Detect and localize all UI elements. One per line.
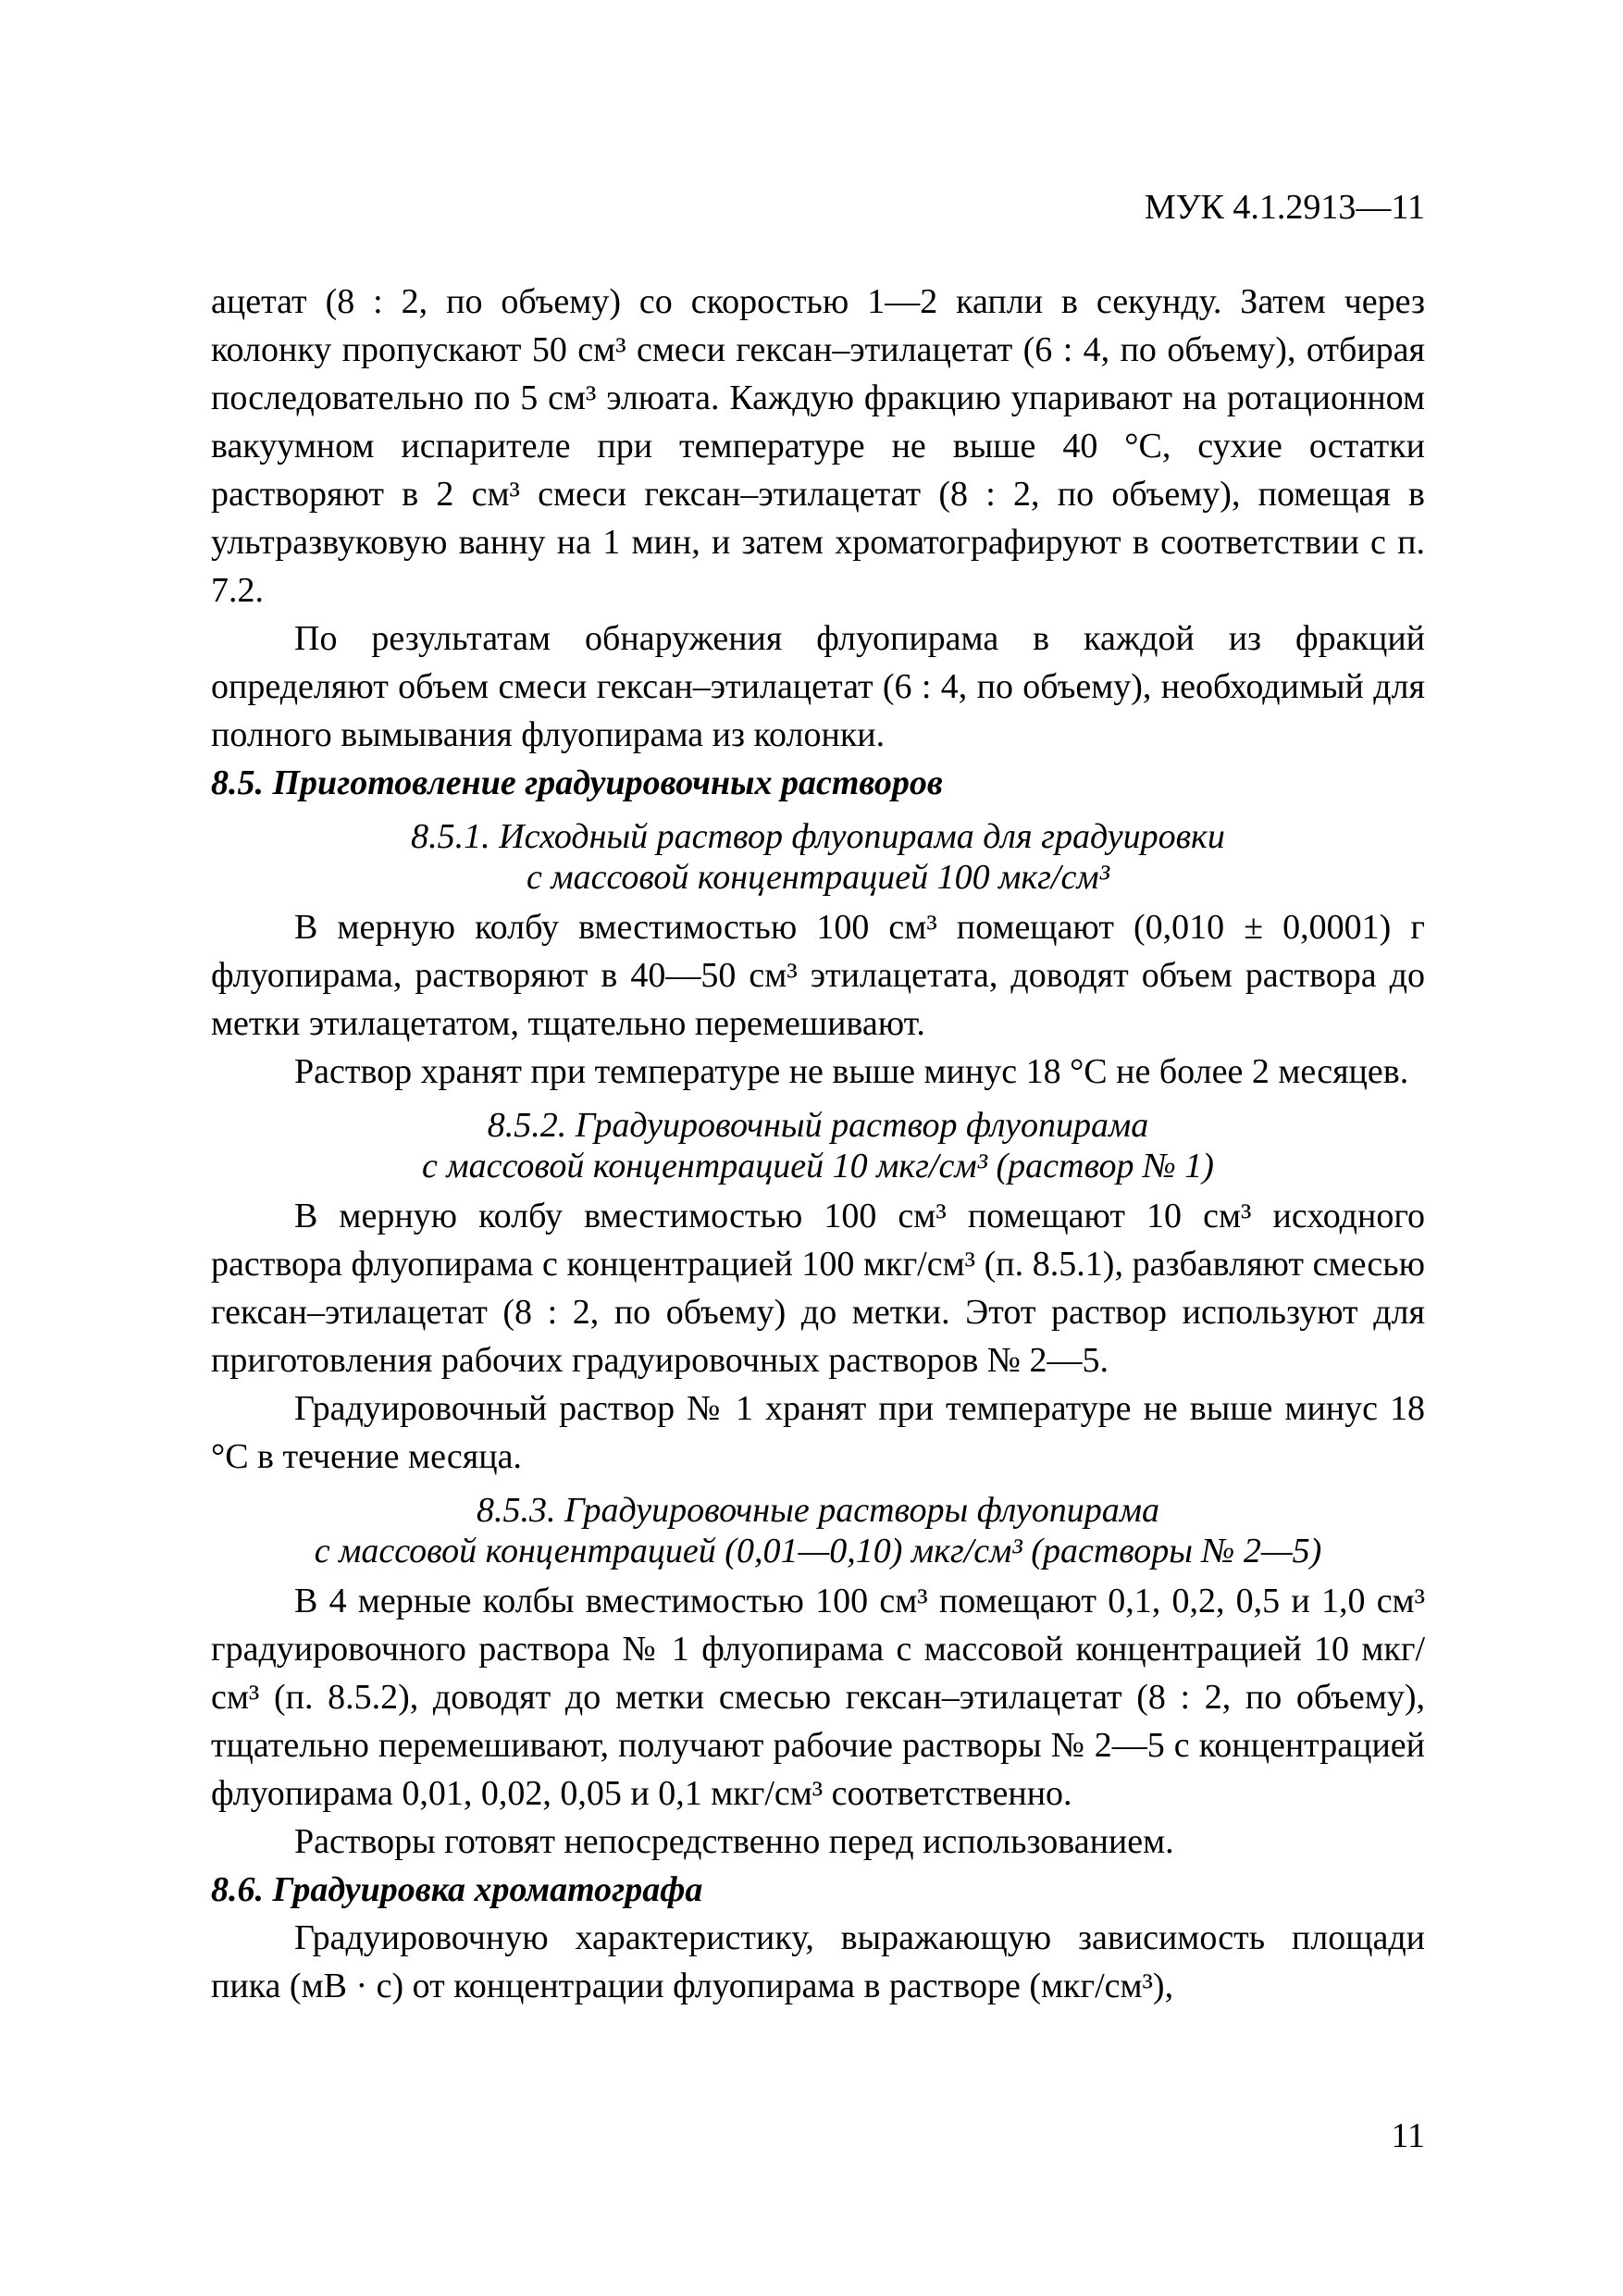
paragraph-continuation: ацетат (8 : 2, по объему) со скоростью 1—2 капли в секунду. Затем через колонку пропускают 50 см³ смеси гексан–этилацетат (6 : 4, по объему), отбирая последовательно по 5 см³ элюата. Каждую фракцию упаривают на ротационном вакуумном испарителе при температуре не выше 40 °С, сухие остатки растворяют в 2 см³ смеси гексан–этилацетат (8 : 2, по объему), помещая в ультразвуковую ванну на 1 мин, и затем хроматографируют в соответствии с п. 7.2. [211, 282, 1425, 610]
document-page [211, 176, 1425, 2156]
page-number: 11 [1391, 2116, 1425, 2155]
paragraph-8-6: Градуировочную характеристику, выражающую зависимость площади пика (мВ · с) от концентрации флуопирама в растворе (мкг/см³), [211, 1918, 1425, 2005]
paragraph-8-5-1-a: В мерную колбу вместимостью 100 см³ помещают (0,010 ± 0,0001) г флуопирама, растворяют в 40—50 см³ этилацетата, доводят объем раствора до метки этилацетатом, тщательно перемешивают. [211, 908, 1425, 1043]
paragraph-8-5-3-a: В 4 мерные колбы вместимостью 100 см³ помещают 0,1, 0,2, 0,5 и 1,0 см³ градуировочного раствора № 1 флуопирама с массовой концентрацией 10 мкг/см³ (п. 8.5.2), доводят до метки смесью гексан–этилацетат (8 : 2, по объему), тщательно перемешивают, получают рабочие растворы № 2—5 с концентрацией флуопирама 0,01, 0,02, 0,05 и 0,1 мкг/см³ соответственно. [211, 1582, 1425, 1813]
paragraph-8-5-3-b: Растворы готовят непосредственно перед использованием. [294, 1822, 1174, 1861]
page-content [211, 278, 1425, 2010]
subsection-heading-line: 8.5.1. Исходный раствор флуопирама для градуировки [411, 817, 1225, 856]
subsection-heading-line: с массовой концентрацией 10 мкг/см³ (раствор № 1) [422, 1147, 1214, 1185]
subsection-heading-8-5-1 [211, 816, 1425, 898]
subsection-heading-8-5-3 [211, 1490, 1425, 1571]
subsection-heading-line: с массовой концентрацией (0,01—0,10) мкг/см³ (растворы № 2—5) [314, 1532, 1322, 1570]
paragraph-8-5-2-a: В мерную колбу вместимостью 100 см³ помещают 10 см³ исходного раствора флуопирама с концентрацией 100 мкг/см³ (п. 8.5.1), разбавляют смесью гексан–этилацетат (8 : 2, по объему) до метки. Этот раствор используют для приготовления рабочих градуировочных растворов № 2—5. [211, 1197, 1425, 1380]
subsection-heading-line: 8.5.2. Градуировочный раствор флуопирама [487, 1106, 1149, 1145]
subsection-heading-8-5-2 [211, 1105, 1425, 1186]
section-heading-8-5: 8.5. Приготовление градуировочных растворов [211, 763, 943, 802]
paragraph-8-5-2-b: Градуировочный раствор № 1 хранят при температуре не выше минус 18 °С в течение месяца. [211, 1389, 1425, 1476]
running-header: МУК 4.1.2913—11 [1144, 188, 1425, 227]
subsection-heading-line: 8.5.3. Градуировочные растворы флуопирама [477, 1491, 1159, 1530]
paragraph-8-5-1-b: Раствор хранят при температуре не выше минус 18 °С не более 2 месяцев. [294, 1052, 1409, 1091]
section-heading-8-6: 8.6. Градуировка хроматографа [211, 1870, 703, 1909]
paragraph-fractions: По результатам обнаружения флуопирама в каждой из фракций определяют объем смеси гексан–этилацетат (6 : 4, по объему), необходимый для полного вымывания флуопирама из колонки. [211, 619, 1425, 754]
subsection-heading-line: с массовой концентрацией 100 мкг/см³ [527, 858, 1109, 897]
